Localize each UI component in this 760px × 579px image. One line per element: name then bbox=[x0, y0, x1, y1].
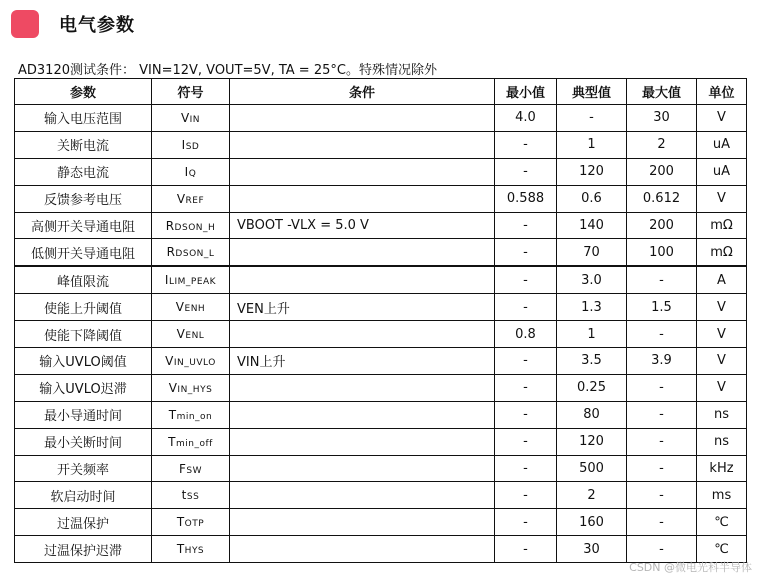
table-row bbox=[15, 266, 747, 293]
symbol-main: V bbox=[168, 380, 178, 395]
min-cell: - bbox=[495, 266, 557, 293]
param-cell: 输入电压范围 bbox=[15, 105, 152, 132]
param-cell: 静态电流 bbox=[15, 158, 152, 185]
table-row bbox=[15, 374, 747, 401]
symbol-main: T bbox=[168, 434, 176, 449]
symbol-cell bbox=[152, 185, 230, 212]
condition-cell bbox=[230, 105, 495, 132]
symbol-cell bbox=[152, 294, 230, 321]
min-cell: - bbox=[495, 536, 557, 563]
condition-cell bbox=[230, 401, 495, 428]
symbol-main: R bbox=[165, 218, 175, 233]
symbol-cell bbox=[152, 536, 230, 563]
param-cell: 输入UVLO阈值 bbox=[15, 348, 152, 375]
table-row bbox=[15, 158, 747, 185]
typ-cell: 1.3 bbox=[557, 294, 627, 321]
unit-cell: kHz bbox=[697, 455, 747, 482]
param-cell: 最小关断时间 bbox=[15, 428, 152, 455]
param-cell: 输入UVLO迟滞 bbox=[15, 374, 152, 401]
typ-cell: 120 bbox=[557, 428, 627, 455]
param-cell: 使能上升阈值 bbox=[15, 294, 152, 321]
typ-cell: 2 bbox=[557, 482, 627, 509]
symbol-cell bbox=[152, 374, 230, 401]
symbol-main: V bbox=[176, 327, 186, 342]
condition-cell bbox=[230, 131, 495, 158]
symbol-subscript: SD bbox=[185, 141, 200, 152]
symbol-subscript: DSON_L bbox=[175, 249, 215, 260]
param-cell: 高侧开关导通电阻 bbox=[15, 212, 152, 239]
symbol-main: t bbox=[181, 488, 187, 503]
unit-cell: V bbox=[697, 294, 747, 321]
typ-cell: 80 bbox=[557, 401, 627, 428]
param-cell: 使能下降阈值 bbox=[15, 321, 152, 348]
symbol-cell bbox=[152, 401, 230, 428]
typ-cell: - bbox=[557, 105, 627, 132]
table-row bbox=[15, 105, 747, 132]
condition-cell bbox=[230, 536, 495, 563]
param-cell: 反馈参考电压 bbox=[15, 185, 152, 212]
condition-cell bbox=[230, 482, 495, 509]
symbol-main: I bbox=[184, 164, 189, 179]
section-badge bbox=[11, 10, 39, 38]
symbol-subscript: ENH bbox=[184, 304, 206, 315]
symbol-main: F bbox=[178, 461, 187, 476]
min-cell: - bbox=[495, 509, 557, 536]
symbol-main: I bbox=[164, 273, 169, 288]
unit-cell: ns bbox=[697, 428, 747, 455]
unit-cell: ms bbox=[697, 482, 747, 509]
condition-cell: VBOOT -VLX = 5.0 V bbox=[230, 212, 495, 239]
symbol-cell bbox=[152, 105, 230, 132]
unit-cell: ℃ bbox=[697, 509, 747, 536]
symbol-main: V bbox=[175, 300, 185, 315]
unit-cell: V bbox=[697, 374, 747, 401]
typ-cell: 500 bbox=[557, 455, 627, 482]
symbol-main: R bbox=[166, 245, 176, 260]
table-row bbox=[15, 131, 747, 158]
condition-cell bbox=[230, 374, 495, 401]
symbol-subscript: min_on bbox=[176, 411, 213, 422]
symbol-main: I bbox=[181, 137, 186, 152]
min-cell: - bbox=[495, 158, 557, 185]
table-row bbox=[15, 185, 747, 212]
unit-cell: uA bbox=[697, 158, 747, 185]
min-cell: - bbox=[495, 401, 557, 428]
symbol-cell bbox=[152, 321, 230, 348]
max-cell: - bbox=[627, 428, 697, 455]
symbol-main: V bbox=[176, 191, 186, 206]
table-row bbox=[15, 321, 747, 348]
symbol-subscript: IN bbox=[189, 114, 201, 125]
symbol-subscript: IN_HYS bbox=[177, 384, 213, 395]
table-row bbox=[15, 348, 747, 375]
max-cell: 30 bbox=[627, 105, 697, 132]
param-cell: 峰值限流 bbox=[15, 266, 152, 293]
param-cell: 开关频率 bbox=[15, 455, 152, 482]
symbol-cell bbox=[152, 428, 230, 455]
symbol-cell bbox=[152, 239, 230, 266]
typ-cell: 160 bbox=[557, 509, 627, 536]
symbol-subscript: IN_UVLO bbox=[173, 357, 216, 368]
max-cell: - bbox=[627, 266, 697, 293]
column-header-min: 最小值 bbox=[495, 79, 557, 105]
typ-cell: 0.25 bbox=[557, 374, 627, 401]
watermark: CSDN @微电光科半导体 bbox=[629, 561, 752, 574]
column-header-typ: 典型值 bbox=[557, 79, 627, 105]
param-cell: 过温保护 bbox=[15, 509, 152, 536]
symbol-main: T bbox=[176, 542, 185, 557]
min-cell: - bbox=[495, 482, 557, 509]
unit-cell: V bbox=[697, 348, 747, 375]
typ-cell: 0.6 bbox=[557, 185, 627, 212]
unit-cell: V bbox=[697, 185, 747, 212]
max-cell: - bbox=[627, 401, 697, 428]
param-cell: 最小导通时间 bbox=[15, 401, 152, 428]
max-cell: 2 bbox=[627, 131, 697, 158]
symbol-main: V bbox=[180, 110, 190, 125]
unit-cell: uA bbox=[697, 131, 747, 158]
condition-cell bbox=[230, 509, 495, 536]
max-cell: - bbox=[627, 482, 697, 509]
min-cell: - bbox=[495, 131, 557, 158]
max-cell: 200 bbox=[627, 158, 697, 185]
table-row bbox=[15, 509, 747, 536]
max-cell: - bbox=[627, 509, 697, 536]
column-header-unit: 单位 bbox=[697, 79, 747, 105]
condition-cell bbox=[230, 158, 495, 185]
column-header-condition: 条件 bbox=[230, 79, 495, 105]
symbol-subscript: SS bbox=[186, 492, 200, 503]
table-body bbox=[15, 105, 747, 563]
max-cell: 1.5 bbox=[627, 294, 697, 321]
condition-cell bbox=[230, 239, 495, 266]
typ-cell: 120 bbox=[557, 158, 627, 185]
symbol-main: V bbox=[165, 353, 174, 368]
typ-cell: 1 bbox=[557, 131, 627, 158]
typ-cell: 30 bbox=[557, 536, 627, 563]
symbol-subscript: SW bbox=[186, 465, 203, 476]
condition-cell bbox=[230, 321, 495, 348]
min-cell: - bbox=[495, 294, 557, 321]
test-conditions: AD3120测试条件： VIN=12V, VOUT=5V, TA = 25°C。特殊情况除外 bbox=[18, 63, 437, 78]
typ-cell: 140 bbox=[557, 212, 627, 239]
typ-cell: 3.5 bbox=[557, 348, 627, 375]
column-header-symbol: 符号 bbox=[152, 79, 230, 105]
symbol-cell bbox=[152, 266, 230, 293]
condition-cell: VEN上升 bbox=[230, 294, 495, 321]
min-cell: - bbox=[495, 239, 557, 266]
condition-cell bbox=[230, 455, 495, 482]
condition-cell bbox=[230, 428, 495, 455]
table-row bbox=[15, 401, 747, 428]
symbol-subscript: DSON_H bbox=[174, 222, 216, 233]
min-cell: 4.0 bbox=[495, 105, 557, 132]
min-cell: - bbox=[495, 455, 557, 482]
max-cell: 100 bbox=[627, 239, 697, 266]
unit-cell: A bbox=[697, 266, 747, 293]
table-row bbox=[15, 239, 747, 266]
table-row bbox=[15, 428, 747, 455]
symbol-cell bbox=[152, 482, 230, 509]
min-cell: - bbox=[495, 212, 557, 239]
symbol-subscript: Q bbox=[188, 168, 197, 179]
unit-cell: V bbox=[697, 321, 747, 348]
typ-cell: 1 bbox=[557, 321, 627, 348]
symbol-main: T bbox=[168, 407, 177, 422]
min-cell: 0.8 bbox=[495, 321, 557, 348]
max-cell: - bbox=[627, 455, 697, 482]
column-header-max: 最大值 bbox=[627, 79, 697, 105]
symbol-cell bbox=[152, 509, 230, 536]
max-cell: 200 bbox=[627, 212, 697, 239]
min-cell: 0.588 bbox=[495, 185, 557, 212]
symbol-main: T bbox=[176, 515, 185, 530]
page-title: 电气参数 bbox=[59, 15, 135, 36]
unit-cell: mΩ bbox=[697, 239, 747, 266]
condition-cell: VIN上升 bbox=[230, 348, 495, 375]
table-row bbox=[15, 212, 747, 239]
table-row bbox=[15, 455, 747, 482]
unit-cell: ℃ bbox=[697, 536, 747, 563]
param-cell: 过温保护迟滞 bbox=[15, 536, 152, 563]
typ-cell: 3.0 bbox=[557, 266, 627, 293]
spec-table bbox=[14, 78, 747, 563]
symbol-cell bbox=[152, 348, 230, 375]
symbol-cell bbox=[152, 455, 230, 482]
unit-cell: mΩ bbox=[697, 212, 747, 239]
max-cell: - bbox=[627, 374, 697, 401]
max-cell: - bbox=[627, 536, 697, 563]
unit-cell: V bbox=[697, 105, 747, 132]
table-header bbox=[15, 79, 747, 105]
table-row bbox=[15, 294, 747, 321]
max-cell: - bbox=[627, 321, 697, 348]
condition-cell bbox=[230, 266, 495, 293]
param-cell: 关断电流 bbox=[15, 131, 152, 158]
symbol-subscript: OTP bbox=[184, 519, 205, 530]
section-header bbox=[11, 8, 135, 40]
param-cell: 软启动时间 bbox=[15, 482, 152, 509]
symbol-cell bbox=[152, 158, 230, 185]
symbol-subscript: min_off bbox=[176, 438, 213, 449]
symbol-cell bbox=[152, 212, 230, 239]
condition-cell bbox=[230, 185, 495, 212]
min-cell: - bbox=[495, 428, 557, 455]
min-cell: - bbox=[495, 374, 557, 401]
symbol-subscript: LIM_PEAK bbox=[168, 277, 217, 288]
table-row bbox=[15, 482, 747, 509]
max-cell: 3.9 bbox=[627, 348, 697, 375]
symbol-subscript: HYS bbox=[184, 546, 205, 557]
param-cell: 低侧开关导通电阻 bbox=[15, 239, 152, 266]
unit-cell: ns bbox=[697, 401, 747, 428]
symbol-subscript: ENL bbox=[185, 331, 205, 342]
symbol-cell bbox=[152, 131, 230, 158]
symbol-subscript: REF bbox=[185, 195, 205, 206]
min-cell: - bbox=[495, 348, 557, 375]
max-cell: 0.612 bbox=[627, 185, 697, 212]
typ-cell: 70 bbox=[557, 239, 627, 266]
column-header-param: 参数 bbox=[15, 79, 152, 105]
